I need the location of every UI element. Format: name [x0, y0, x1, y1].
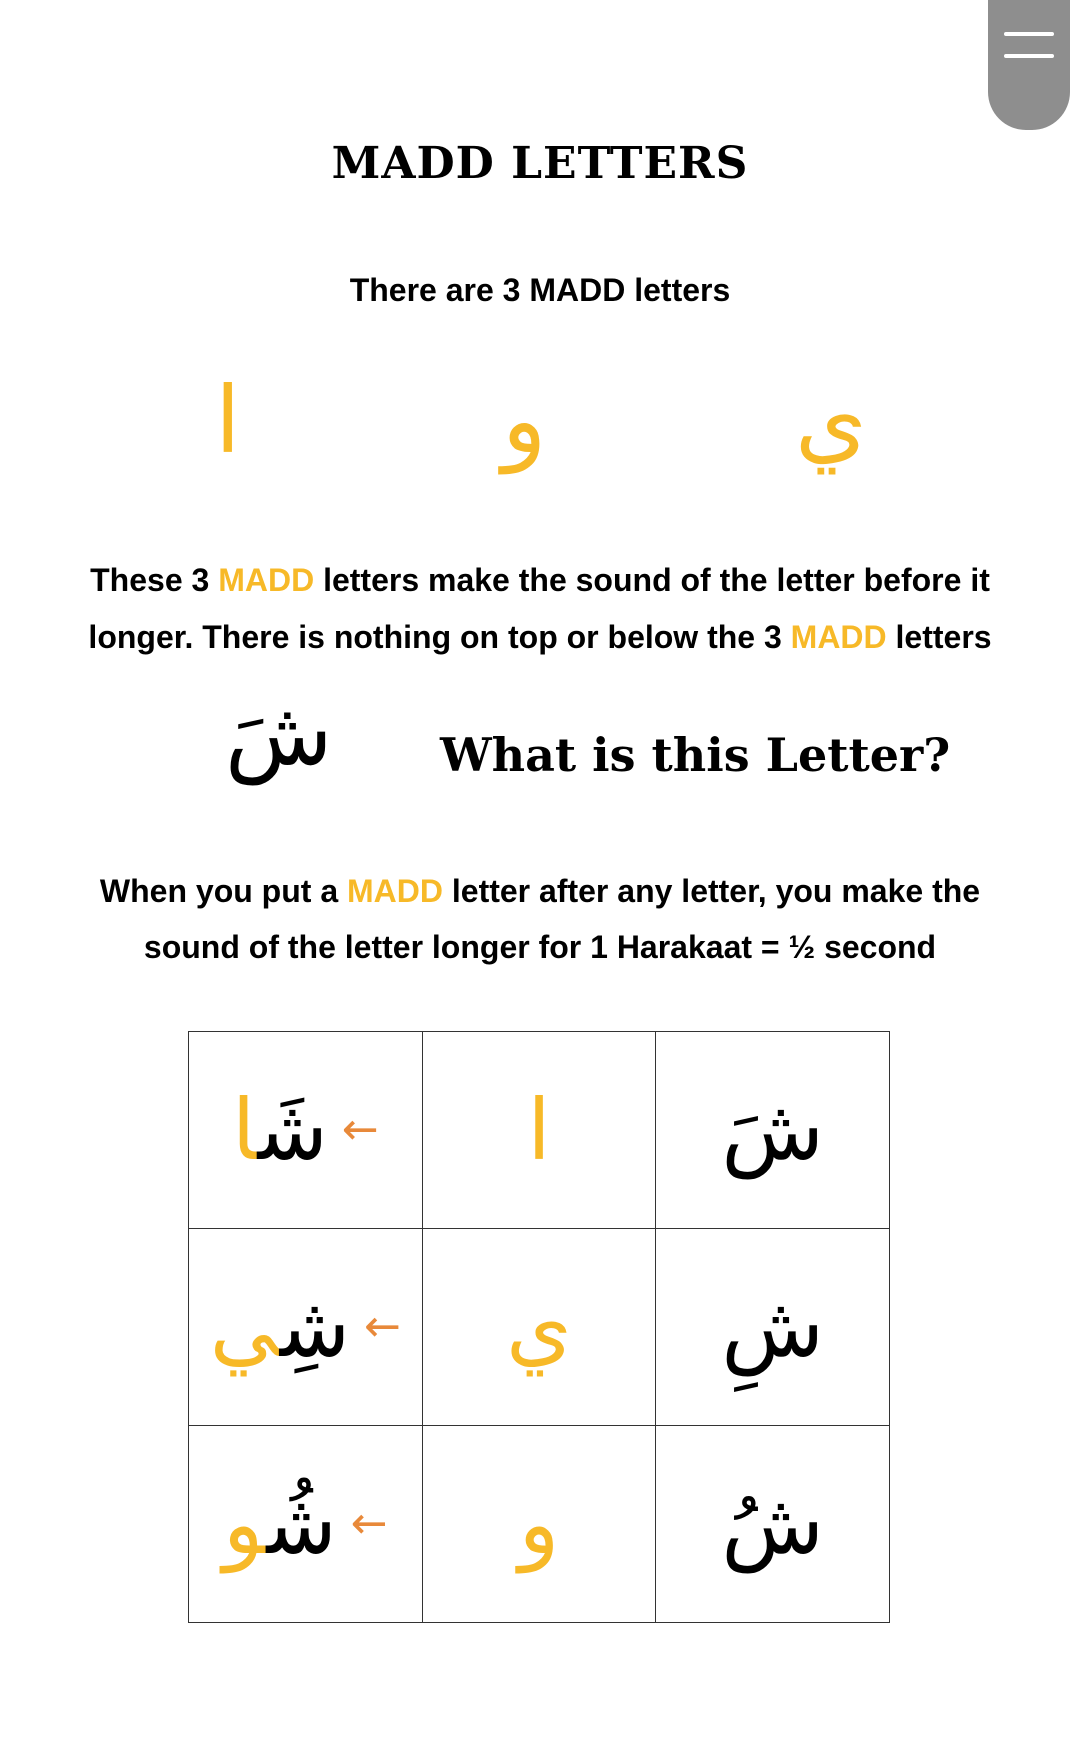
madd-cell: [422, 1032, 656, 1229]
madd-description-line1: These 3 MADD letters make the sound of the letter before it: [90, 562, 990, 598]
hamburger-menu-icon: [1004, 32, 1054, 36]
combined-letter: شُو: [222, 1475, 337, 1573]
base-cell: [656, 1229, 890, 1426]
base-letter: شِ: [721, 1278, 824, 1376]
madd-cell: [422, 1426, 656, 1623]
base-letter: شُ: [721, 1475, 824, 1573]
question-text: What is this Letter?: [440, 728, 951, 782]
madd-letter-waw: و: [502, 367, 547, 474]
table-row: [189, 1032, 890, 1229]
madd-letter: ا: [527, 1081, 551, 1179]
question-letter: شَ: [225, 682, 333, 785]
table-row: [189, 1229, 890, 1426]
page-title: MADD LETTERS: [331, 138, 749, 189]
base-cell: [656, 1426, 890, 1623]
base-cell: [656, 1032, 890, 1229]
madd-examples-table: [188, 1031, 890, 1623]
table-row: [189, 1426, 890, 1623]
madd-description-line2: longer. There is nothing on top or below the 3 MADD letters: [88, 619, 992, 655]
madd-rule-line1: When you put a MADD letter after any letter, you make the: [99, 873, 981, 909]
madd-cell: [422, 1229, 656, 1426]
arrow-left-icon: ←: [341, 1104, 379, 1155]
madd-letter: ي: [506, 1278, 572, 1376]
subtitle: There are 3 MADD letters: [349, 272, 731, 308]
menu-button[interactable]: [988, 0, 1070, 130]
madd-highlight: MADD: [347, 873, 443, 909]
madd-rule-line2: sound of the letter longer for 1 Harakaat = ½ second: [143, 929, 937, 965]
madd-letter-ya: ي: [795, 367, 868, 474]
result-cell: [189, 1426, 423, 1623]
madd-letter-alif: ا: [215, 367, 241, 474]
hamburger-menu-icon-bar: [1004, 54, 1054, 58]
arrow-left-icon: ←: [350, 1498, 388, 1549]
result-cell: [189, 1229, 423, 1426]
result-cell: [189, 1032, 423, 1229]
base-letter: شَ: [721, 1081, 824, 1179]
combined-letter: شَا: [231, 1081, 328, 1179]
madd-letter: و: [518, 1475, 560, 1573]
combined-letter: شِي: [209, 1278, 351, 1376]
madd-highlight: MADD: [790, 619, 887, 655]
arrow-left-icon: ←: [364, 1301, 401, 1352]
madd-highlight: MADD: [218, 562, 315, 598]
